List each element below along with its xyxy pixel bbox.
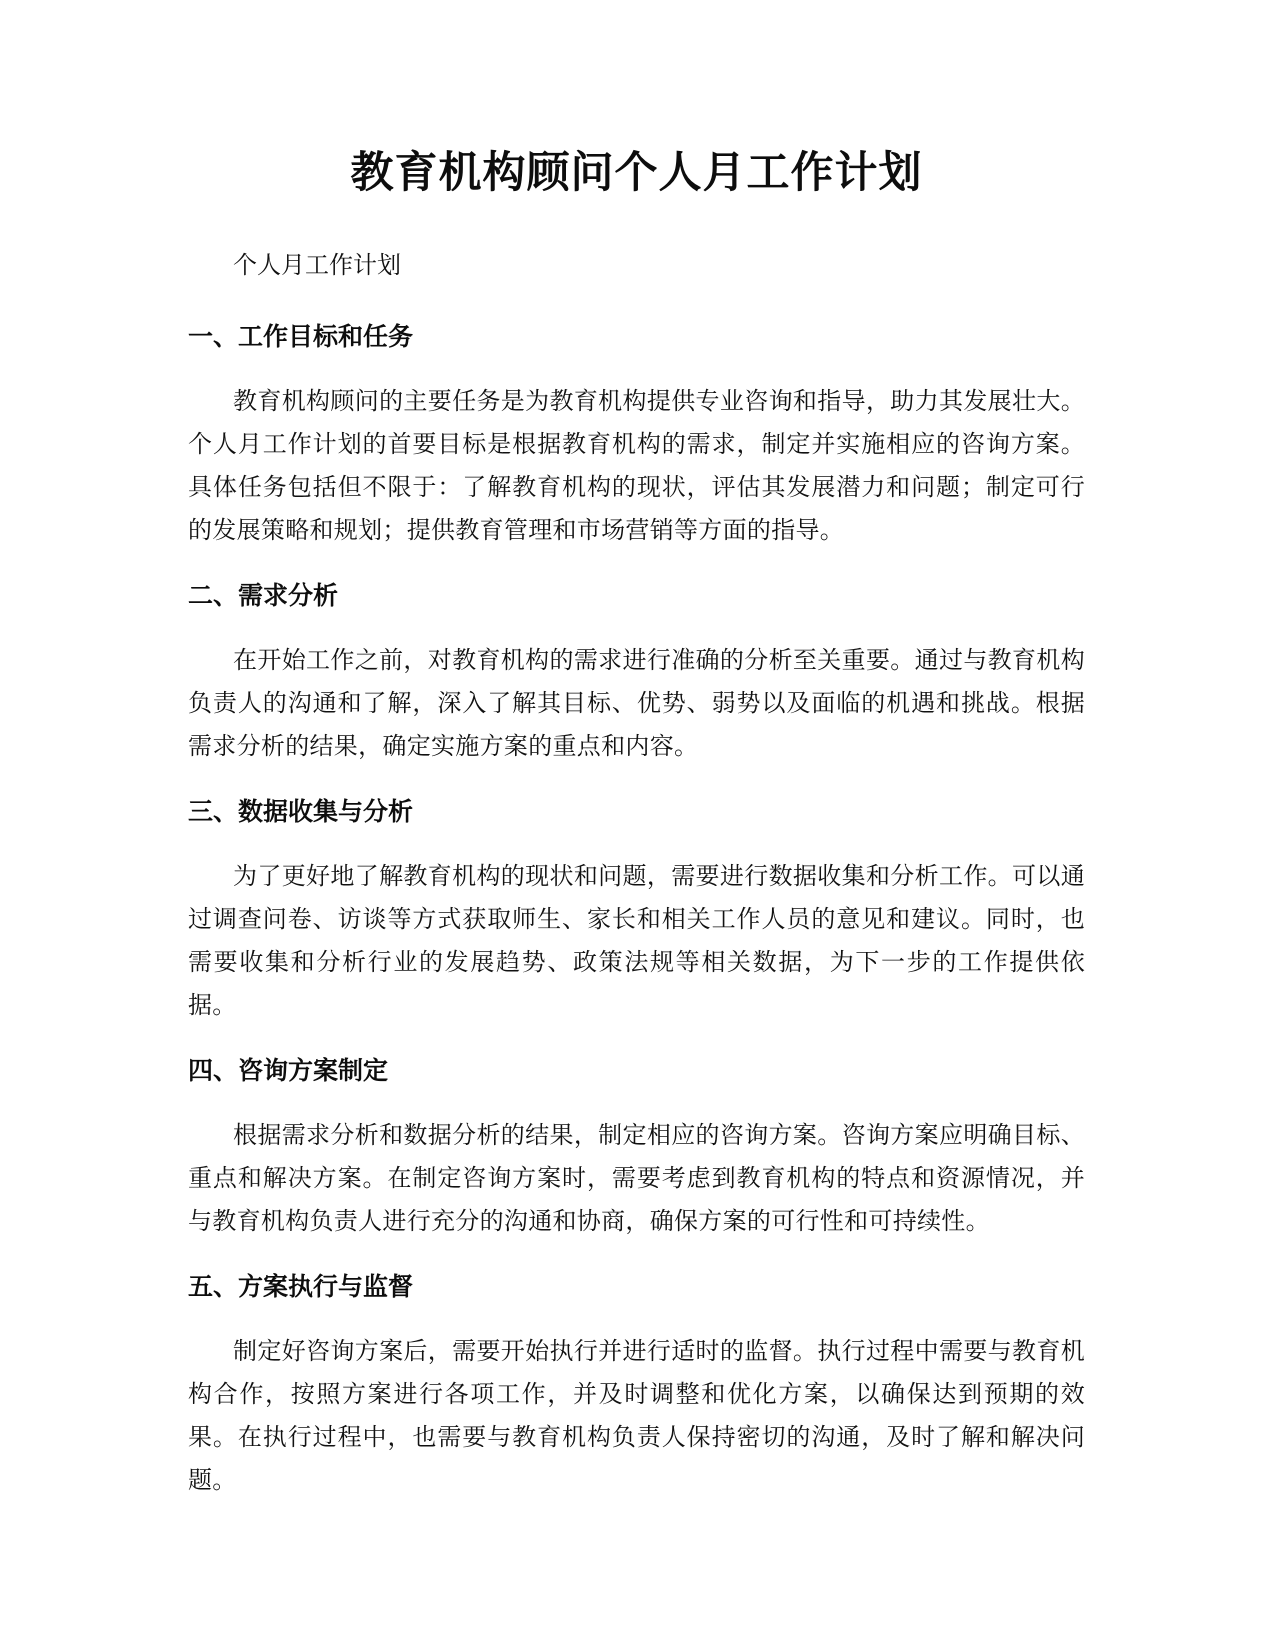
section-needs-analysis	[188, 574, 1085, 768]
section-paragraph: 制定好咨询方案后，需要开始执行并进行适时的监督。执行过程中需要与教育机构合作，按照方案进行各项工作，并及时调整和优化方案，以确保达到预期的效果。在执行过程中，也需要与教育机构负责人保持密切的沟通，及时了解和解决问题。	[188, 1337, 1085, 1494]
section-heading: 四、咨询方案制定	[188, 1056, 389, 1085]
section-execution-monitoring	[188, 1265, 1085, 1502]
section-heading: 三、数据收集与分析	[188, 797, 414, 826]
section-paragraph: 教育机构顾问的主要任务是为教育机构提供专业咨询和指导，助力其发展壮大。个人月工作计划的首要目标是根据教育机构的需求，制定并实施相应的咨询方案。具体任务包括但不限于：了解教育机构的现状，评估其发展潜力和问题；制定可行的发展策略和规划；提供教育管理和市场营销等方面的指导。	[188, 387, 1085, 544]
section-goals-and-tasks	[188, 315, 1085, 552]
section-paragraph: 为了更好地了解教育机构的现状和问题，需要进行数据收集和分析工作。可以通过调查问卷、访谈等方式获取师生、家长和相关工作人员的意见和建议。同时，也需要收集和分析行业的发展趋势、政策法规等相关数据，为下一步的工作提供依据。	[188, 862, 1085, 1019]
section-data-collection	[188, 790, 1085, 1027]
section-paragraph: 根据需求分析和数据分析的结果，制定相应的咨询方案。咨询方案应明确目标、重点和解决方案。在制定咨询方案时，需要考虑到教育机构的特点和资源情况，并与教育机构负责人进行充分的沟通和协商，确保方案的可行性和可持续性。	[188, 1121, 1085, 1235]
section-heading: 一、工作目标和任务	[188, 322, 414, 351]
section-consulting-plan	[188, 1049, 1085, 1243]
section-heading: 二、需求分析	[188, 581, 339, 610]
section-heading: 五、方案执行与监督	[188, 1272, 414, 1301]
section-paragraph: 在开始工作之前，对教育机构的需求进行准确的分析至关重要。通过与教育机构负责人的沟通和了解，深入了解其目标、优势、弱势以及面临的机遇和挑战。根据需求分析的结果，确定实施方案的重点和内容。	[188, 646, 1085, 760]
document-subtitle: 个人月工作计划	[233, 251, 401, 279]
document-title: 教育机构顾问个人月工作计划	[350, 148, 923, 198]
